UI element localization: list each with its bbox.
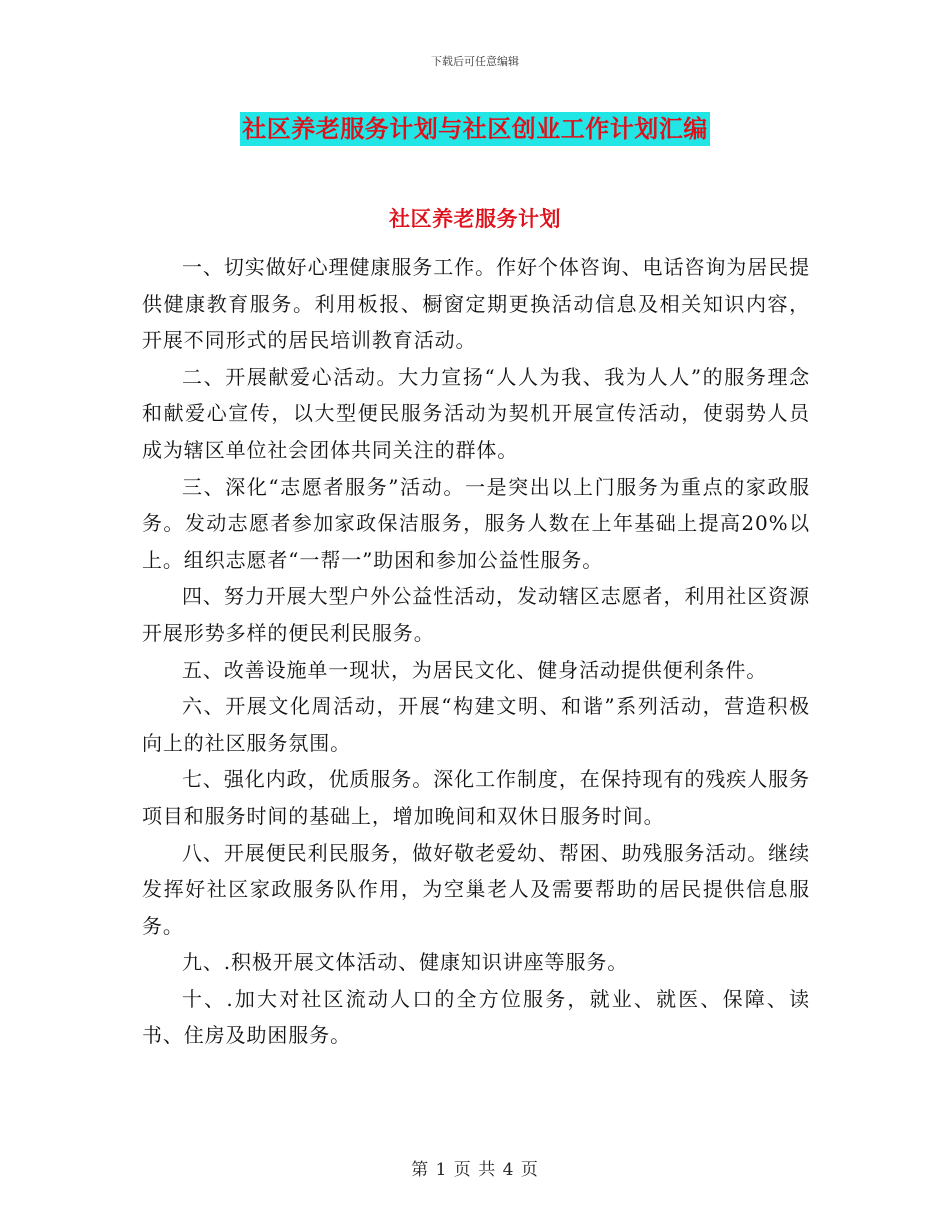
paragraph-8: 八、开展便民利民服务，做好敬老爱幼、帮困、助残服务活动。继续发挥好社区家政服务队作用，为空巢老人及需要帮助的居民提供信息服务。 (142, 840, 810, 938)
main-title: 社区养老服务计划与社区创业工作计划汇编 (240, 112, 710, 146)
paragraph-6: 六、开展文化周活动，开展“构建文明、和谐”系列活动，营造积极向上的社区服务氛围。 (142, 694, 810, 755)
document-body (142, 249, 810, 1054)
paragraph-7: 七、强化内政，优质服务。深化工作制度，在保持现有的残疾人服务项目和服务时间的基础上，增加晚间和双休日服务时间。 (142, 767, 810, 828)
paragraph-1: 一、切实做好心理健康服务工作。作好个体咨询、电话咨询为居民提供健康教育服务。利用板报、橱窗定期更换活动信息及相关知识内容，开展不同形式的居民培训教育活动。 (142, 255, 810, 353)
paragraph-5: 五、改善设施单一现状，为居民文化、健身活动提供便利条件。 (182, 657, 768, 682)
section-title: 社区养老服务计划 (389, 207, 561, 231)
paragraph-10: 十、.加大对社区流动人口的全方位服务，就业、就医、保障、读书、住房及助困服务。 (142, 986, 810, 1048)
paragraph-9: 九、.积极开展文体活动、健康知识讲座等服务。 (182, 950, 629, 975)
paragraph-2: 二、开展献爱心活动。大力宣扬“人人为我、我为人人”的服务理念和献爱心宣传，以大型便民服务活动为契机开展宣传活动，使弱势人员成为辖区单位社会团体共同关注的群体。 (142, 364, 810, 462)
page-footer: 第 1 页 共 4 页 (411, 1160, 539, 1180)
header-note: 下载后可任意编辑 (431, 55, 519, 68)
paragraph-3: 三、深化“志愿者服务”活动。一是突出以上门服务为重点的家政服务。发动志愿者参加家政保洁服务，服务人数在上年基础上提高20%以上。组织志愿者“一帮一”助困和参加公益性服务。 (142, 474, 810, 572)
main-title-container (0, 112, 950, 146)
paragraph-4: 四、努力开展大型户外公益性活动，发动辖区志愿者，利用社区资源开展形势多样的便民利民服务。 (142, 584, 810, 645)
